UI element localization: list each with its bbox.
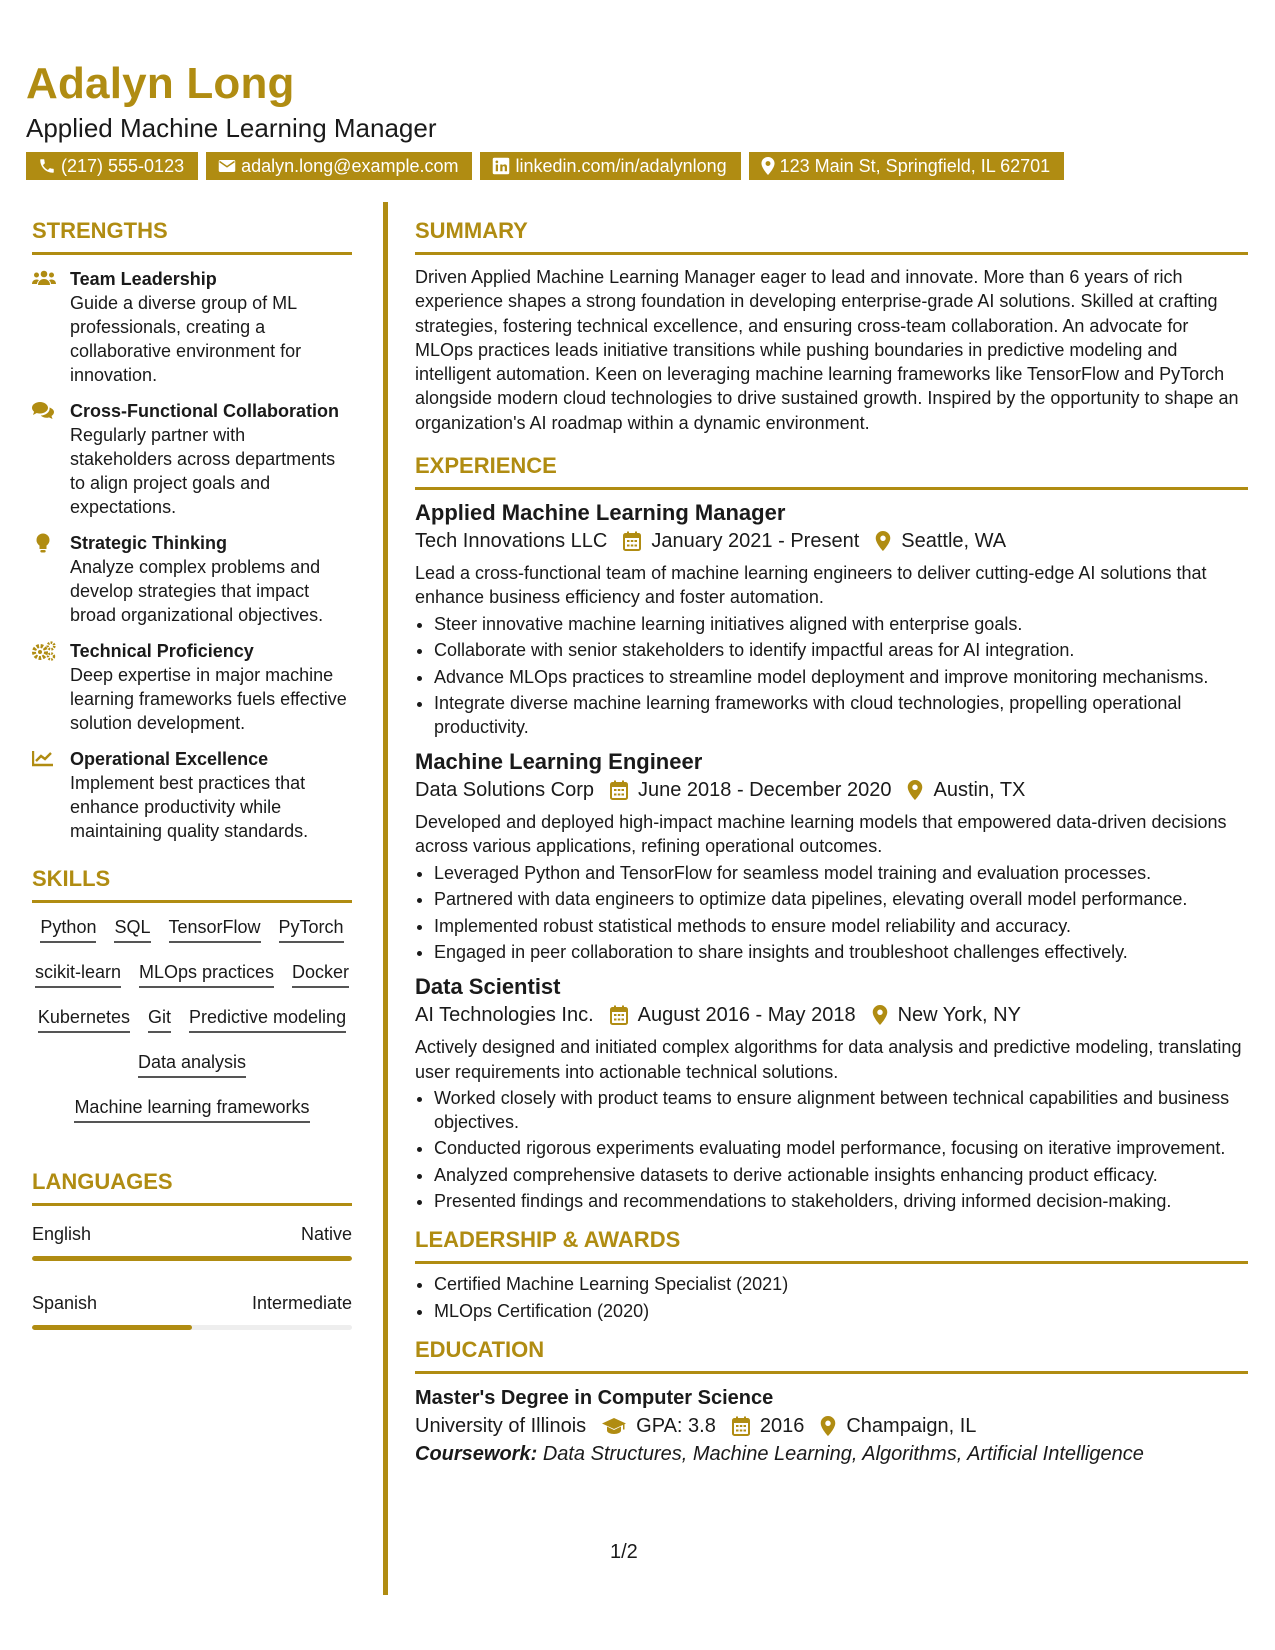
coursework-label: Coursework: xyxy=(415,1442,538,1465)
map-marker-icon xyxy=(761,157,775,175)
linkedin-chip[interactable] xyxy=(480,152,740,180)
skill-tag: Data analysis xyxy=(138,1050,246,1078)
skills-list xyxy=(32,915,352,1123)
strength-item xyxy=(32,639,352,735)
job-meta xyxy=(415,1001,1248,1029)
lightbulb-icon xyxy=(32,531,70,627)
job-title: Data Scientist xyxy=(415,974,561,1000)
strengths-section xyxy=(32,218,352,843)
job-bullet: • Steer innovative machine learning initiatives aligned with enterprise goals. xyxy=(434,612,1248,636)
address-chip xyxy=(749,152,1065,180)
job-bullet: • Advance MLOps practices to streamline model deployment and improve monitoring mechanisms. xyxy=(434,665,1248,689)
skill-tag: MLOps practices xyxy=(139,960,274,988)
job-description: Developed and deployed high-impact machine learning models that empowered data-driven decisions across various applications, refining operational outcomes. xyxy=(415,812,1227,857)
skills-section xyxy=(32,866,352,1123)
map-marker-icon xyxy=(875,531,891,551)
school-location: Champaign, IL xyxy=(846,1414,977,1437)
language-item xyxy=(32,1291,352,1330)
calendar-icon xyxy=(732,1416,750,1436)
school-name: University of Illinois xyxy=(415,1414,587,1437)
phone-text: (217) 555-0123 xyxy=(61,155,185,176)
education-meta xyxy=(415,1412,1248,1440)
award-item: • MLOps Certification (2020) xyxy=(434,1299,1248,1323)
strengths-heading: STRENGTHS xyxy=(32,218,168,243)
job-bullet: • Leveraged Python and TensorFlow for seamless model training and evaluation processes. xyxy=(434,861,1248,885)
right-column xyxy=(415,218,1248,1468)
skill-tag: PyTorch xyxy=(279,915,344,943)
job-title: Applied Machine Learning Manager xyxy=(415,500,786,526)
skills-heading: SKILLS xyxy=(32,866,111,891)
skill-tag: scikit-learn xyxy=(35,960,121,988)
job-bullet: • Worked closely with product teams to ensure alignment between technical capabilities and business objectives. xyxy=(434,1086,1248,1134)
graduation-cap-icon xyxy=(602,1417,626,1435)
company-name: Data Solutions Corp xyxy=(415,779,594,802)
section-rule xyxy=(415,1371,1248,1374)
awards-heading: LEADERSHIP & AWARDS xyxy=(415,1227,681,1253)
strength-item xyxy=(32,531,352,627)
experience-heading: EXPERIENCE xyxy=(415,453,557,479)
awards-list xyxy=(415,1272,1248,1323)
education-section xyxy=(415,1337,1248,1468)
job-bullet: • Analyzed comprehensive datasets to derive actionable insights enhancing product efficacy. xyxy=(434,1163,1248,1187)
language-bar xyxy=(32,1256,352,1261)
gpa: GPA: 3.8 xyxy=(636,1414,716,1437)
job-meta xyxy=(415,776,1248,804)
strength-title: Team Leadership xyxy=(70,269,217,289)
strength-title: Strategic Thinking xyxy=(70,533,228,553)
section-rule xyxy=(32,1203,352,1206)
calendar-icon xyxy=(623,531,641,551)
language-level: Intermediate xyxy=(251,1293,352,1313)
address-text: 123 Main St, Springfield, IL 62701 xyxy=(779,155,1051,176)
language-bar xyxy=(32,1325,352,1330)
job-bullets xyxy=(415,861,1248,965)
graduation-year: 2016 xyxy=(759,1414,805,1437)
job-description: Lead a cross-functional team of machine learning engineers to deliver cutting-edge AI solutions that enhance business efficiency and foster automation. xyxy=(415,563,1207,608)
job-location: New York, NY xyxy=(897,1004,1021,1027)
page-number: 1/2 xyxy=(610,1541,638,1563)
section-rule xyxy=(415,252,1248,255)
strength-item xyxy=(32,267,352,387)
skill-tag: Machine learning frameworks xyxy=(74,1095,309,1123)
job-entry xyxy=(415,499,1248,739)
envelope-icon xyxy=(218,158,236,174)
language-name: English xyxy=(32,1224,92,1244)
skill-tag: SQL xyxy=(114,915,150,943)
phone-chip[interactable] xyxy=(26,152,198,180)
language-bar-fill xyxy=(32,1325,192,1330)
experience-section xyxy=(415,453,1248,1213)
job-dates: June 2018 - December 2020 xyxy=(637,779,892,802)
users-icon xyxy=(32,267,70,387)
skill-tag: Docker xyxy=(292,960,349,988)
job-bullets xyxy=(415,1086,1248,1214)
job-bullet: • Conducted rigorous experiments evaluating model performance, focusing on iterative improvement. xyxy=(434,1136,1248,1160)
skill-tag: TensorFlow xyxy=(169,915,261,943)
job-bullet: • Engaged in peer collaboration to share insights and troubleshoot challenges effectively. xyxy=(434,940,1248,964)
phone-icon xyxy=(38,157,56,175)
strength-desc: Implement best practices that enhance productivity while maintaining quality standards. xyxy=(70,773,309,841)
email-chip[interactable] xyxy=(206,152,472,180)
company-name: Tech Innovations LLC xyxy=(415,530,608,553)
map-marker-icon xyxy=(820,1416,836,1436)
candidate-name: Adalyn Long xyxy=(26,59,295,108)
section-rule xyxy=(32,252,352,255)
language-item xyxy=(32,1222,352,1261)
job-bullet: • Collaborate with senior stakeholders to identify impactful areas for AI integration. xyxy=(434,638,1248,662)
contact-bar xyxy=(26,152,1251,180)
languages-heading: LANGUAGES xyxy=(32,1169,173,1194)
linkedin-icon xyxy=(492,157,510,175)
skill-tag: Predictive modeling xyxy=(189,1005,346,1033)
strength-title: Operational Excellence xyxy=(70,749,269,769)
job-title: Machine Learning Engineer xyxy=(415,749,703,775)
skill-tag: Kubernetes xyxy=(38,1005,130,1033)
job-bullet: • Implemented robust statistical methods to ensure model reliability and accuracy. xyxy=(434,914,1248,938)
job-bullet: • Integrate diverse machine learning frameworks with cloud technologies, propelling operational productivity. xyxy=(434,691,1248,739)
linkedin-text: linkedin.com/in/adalynlong xyxy=(515,155,727,176)
chart-line-icon xyxy=(32,747,70,843)
award-item: • Certified Machine Learning Specialist (2021) xyxy=(434,1272,1248,1296)
section-rule xyxy=(415,487,1248,490)
strength-desc: Analyze complex problems and develop strategies that impact broad organizational objectives. xyxy=(70,557,324,625)
resume-header xyxy=(26,59,1251,180)
skill-tag: Git xyxy=(148,1005,171,1033)
job-dates: August 2016 - May 2018 xyxy=(637,1004,856,1027)
job-meta xyxy=(415,527,1248,555)
section-rule xyxy=(415,1261,1248,1264)
job-entry xyxy=(415,973,1248,1213)
job-description: Actively designed and initiated complex algorithms for data analysis and predictive modeling, translating user requirements into actionable technical solutions. xyxy=(415,1037,1242,1082)
job-bullet: • Partnered with data engineers to optimize data pipelines, elevating overall model performance. xyxy=(434,887,1248,911)
education-heading: EDUCATION xyxy=(415,1336,545,1362)
company-name: AI Technologies Inc. xyxy=(415,1004,594,1027)
strength-title: Cross-Functional Collaboration xyxy=(70,401,340,421)
map-marker-icon xyxy=(907,780,923,800)
degree-title: Master's Degree in Computer Science xyxy=(415,1386,774,1409)
left-column xyxy=(32,218,352,1330)
job-bullets xyxy=(415,612,1248,740)
calendar-icon xyxy=(610,1005,628,1025)
languages-section xyxy=(32,1169,352,1330)
strength-item xyxy=(32,399,352,519)
strength-desc: Deep expertise in major machine learning frameworks fuels effective solution development. xyxy=(70,665,347,733)
language-name: Spanish xyxy=(32,1293,98,1313)
summary-heading: SUMMARY xyxy=(415,218,528,243)
calendar-icon xyxy=(610,780,628,800)
job-entry xyxy=(415,748,1248,964)
map-marker-icon xyxy=(872,1005,888,1025)
strength-desc: Guide a diverse group of ML professionals, creating a collaborative environment for innovation. xyxy=(70,293,302,385)
cogs-icon xyxy=(32,639,70,735)
column-divider xyxy=(383,202,388,1595)
summary-section xyxy=(415,218,1248,435)
strength-title: Technical Proficiency xyxy=(70,641,254,661)
email-text: adalyn.long@example.com xyxy=(241,155,459,176)
skill-tag: Python xyxy=(40,915,96,943)
comments-icon xyxy=(32,399,70,519)
job-location: Seattle, WA xyxy=(901,530,1007,553)
strength-item xyxy=(32,747,352,843)
language-bar-fill xyxy=(32,1256,352,1261)
coursework xyxy=(415,1440,1248,1468)
strength-desc: Regularly partner with stakeholders across departments to align project goals and expectations. xyxy=(70,425,336,517)
candidate-role: Applied Machine Learning Manager xyxy=(26,113,437,143)
awards-section xyxy=(415,1227,1248,1323)
section-rule xyxy=(32,900,352,903)
job-bullet: • Presented findings and recommendations to stakeholders, driving informed decision-making. xyxy=(434,1189,1248,1213)
summary-text: Driven Applied Machine Learning Manager eager to lead and innovate. More than 6 years of rich experience shapes a strong foundation in developing enterprise-grade AI solutions. Skilled at crafting strategies, fostering technical excellence, and ensuring cross-team collaboration. An advocate for MLOps practices leads initiative transitions while pushing boundaries in predictive modeling and intelligent automation. Keen on leveraging machine learning frameworks like TensorFlow and PyTorch alongside modern cloud technologies to drive sustained growth. Inspired by the opportunity to shape an organization's AI roadmap within a dynamic environment. xyxy=(415,267,1239,433)
job-location: Austin, TX xyxy=(933,779,1026,802)
job-dates: January 2021 - Present xyxy=(651,530,860,553)
language-level: Native xyxy=(300,1224,352,1244)
coursework-list: Data Structures, Machine Learning, Algorithms, Artificial Intelligence xyxy=(542,1442,1144,1465)
